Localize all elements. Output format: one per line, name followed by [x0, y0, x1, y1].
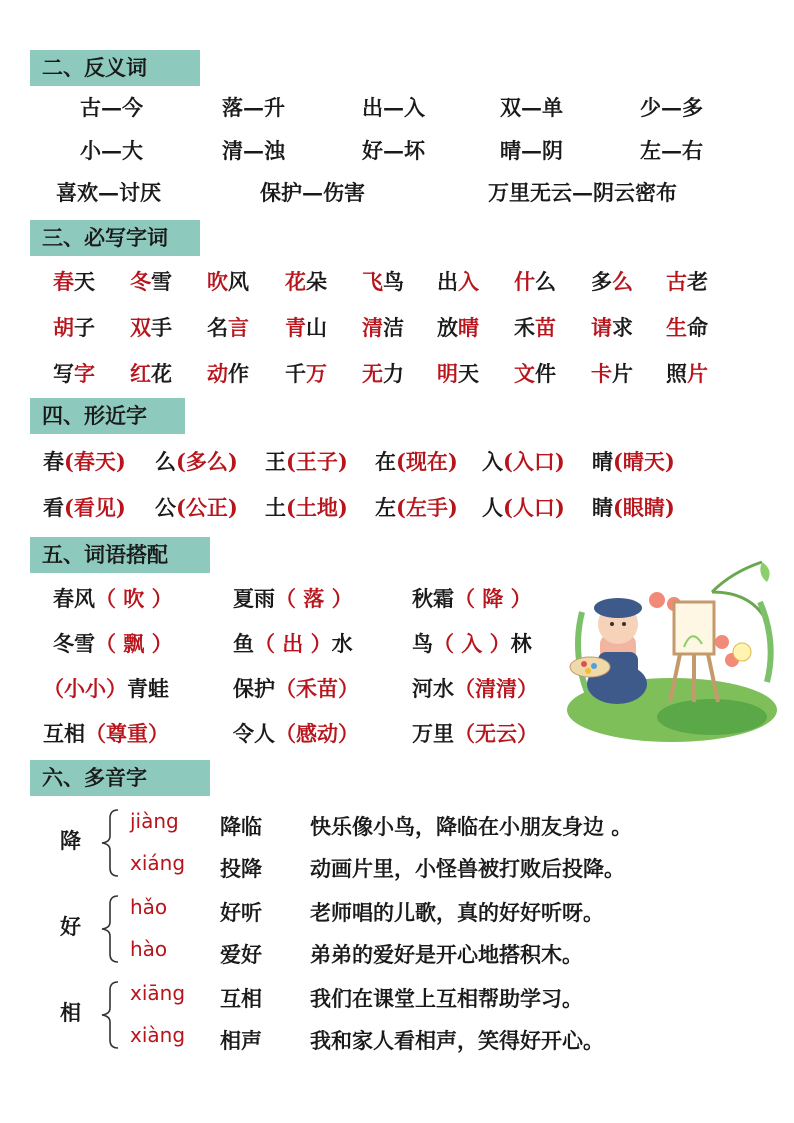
collocation-pre: 万里: [412, 721, 454, 746]
must-write-word: [130, 359, 172, 389]
similar-char: 人: [482, 495, 503, 520]
must-write-word: [285, 359, 327, 389]
highlight-char: 入: [458, 269, 479, 294]
similar-char: 入: [482, 449, 503, 474]
must-write-word: [437, 267, 479, 297]
example-sentence: 快乐像小鸟，降临在小朋友身边 。: [310, 814, 633, 839]
similar-word: (公正): [176, 495, 238, 520]
plain-char: 禾: [514, 315, 535, 340]
plain-char: 力: [383, 361, 404, 386]
highlight-char: 什: [514, 269, 535, 294]
antonym-pair: 万里无云—阴云密布: [488, 180, 677, 205]
must-write-word: [207, 359, 249, 389]
must-write-word: [514, 313, 556, 343]
collocation-item: [43, 674, 169, 704]
highlight-char: 文: [514, 361, 535, 386]
highlight-char: 飞: [362, 269, 383, 294]
antonym-pair: 喜欢—讨厌: [56, 180, 161, 205]
pinyin: xiāng: [130, 981, 186, 1005]
similar-char-item: [43, 493, 126, 523]
collocation-post: 青蛙: [127, 676, 169, 701]
similar-word: (左手): [396, 495, 458, 520]
must-write-word: [666, 267, 708, 297]
must-write-word: [285, 313, 327, 343]
similar-word: (多么): [176, 449, 238, 474]
collocation-ans: （清清）: [454, 676, 538, 701]
pinyin: jiàng: [130, 809, 179, 833]
similar-char-item: [375, 447, 458, 477]
similar-word: (眼睛): [613, 495, 675, 520]
collocation-item: [53, 629, 173, 659]
highlight-char: 古: [666, 269, 687, 294]
similar-char: 春: [43, 449, 64, 474]
plain-char: 求: [612, 315, 633, 340]
polyphone-word: 互相: [220, 986, 262, 1011]
collocation-ans: （ 出 ）: [254, 631, 332, 656]
similar-char-item: [265, 447, 348, 477]
must-write-word: [666, 313, 708, 343]
collocation-item: [412, 674, 538, 704]
similar-char-item: [155, 447, 238, 477]
collocation-pre: 令人: [233, 721, 275, 746]
must-write-word: [53, 313, 95, 343]
collocation-item: [412, 584, 532, 614]
highlight-char: 生: [666, 315, 687, 340]
polyphone-char: 好: [60, 914, 81, 939]
plain-char: 么: [535, 269, 556, 294]
collocation-pre: 保护: [233, 676, 275, 701]
antonym-pair: 好—坏: [362, 138, 425, 163]
collocation-ans: （禾苗）: [275, 676, 359, 701]
polyphone-word: 投降: [220, 856, 262, 881]
similar-char: 晴: [592, 449, 613, 474]
brace-icon: [98, 894, 122, 964]
must-write-word: [130, 267, 172, 297]
highlight-char: 片: [687, 361, 708, 386]
similar-char-item: [375, 493, 458, 523]
plain-char: 多: [591, 269, 612, 294]
must-write-word: [591, 359, 633, 389]
pinyin: xiàng: [130, 1023, 186, 1047]
antonym-pair: 落—升: [222, 95, 285, 120]
plain-char: 老: [687, 269, 708, 294]
similar-word: (王子): [286, 449, 348, 474]
must-write-word: [514, 267, 556, 297]
plain-char: 朵: [306, 269, 327, 294]
highlight-char: 动: [207, 361, 228, 386]
similar-char: 公: [155, 495, 176, 520]
highlight-char: 无: [362, 361, 383, 386]
must-write-word: [285, 267, 327, 297]
collocation-ans: （ 吹 ）: [95, 586, 173, 611]
similar-char: 左: [375, 495, 396, 520]
must-write-word: [207, 267, 249, 297]
plain-char: 手: [151, 315, 172, 340]
must-write-word: [362, 313, 404, 343]
collocation-item: [412, 719, 538, 749]
collocation-pre: 春风: [53, 586, 95, 611]
similar-word: (入口): [503, 449, 565, 474]
example-sentence: 弟弟的爱好是开心地搭积木。: [310, 942, 583, 967]
collocation-post: 林: [510, 631, 532, 656]
plain-char: 雪: [151, 269, 172, 294]
brace-icon: [98, 980, 122, 1050]
plain-char: 天: [74, 269, 95, 294]
collocation-item: [233, 629, 353, 659]
collocation-pre: 互相: [43, 721, 85, 746]
highlight-char: 花: [285, 269, 306, 294]
highlight-char: 红: [130, 361, 151, 386]
similar-word: (看见): [64, 495, 126, 520]
plain-char: 名: [207, 315, 228, 340]
polyphone-char: 相: [60, 1000, 81, 1025]
must-write-word: [591, 313, 633, 343]
antonym-pair: 少—多: [640, 95, 703, 120]
collocation-pre: 鱼: [233, 631, 254, 656]
plain-char: 放: [437, 315, 458, 340]
collocation-pre: 夏雨: [233, 586, 275, 611]
similar-char: 睛: [592, 495, 613, 520]
section-header-polyphone: 六、多音字: [30, 760, 210, 796]
must-write-word: [666, 359, 708, 389]
polyphone-word: 好听: [220, 900, 262, 925]
polyphone-word: 爱好: [220, 942, 262, 967]
collocation-ans: （小小）: [43, 676, 127, 701]
highlight-char: 么: [612, 269, 633, 294]
plain-char: 洁: [383, 315, 404, 340]
collocation-item: [233, 719, 359, 749]
plain-char: 照: [666, 361, 687, 386]
collocation-ans: （感动）: [275, 721, 359, 746]
similar-char-item: [482, 447, 565, 477]
similar-char-item: [482, 493, 565, 523]
highlight-char: 胡: [53, 315, 74, 340]
must-write-word: [362, 267, 404, 297]
highlight-char: 吹: [207, 269, 228, 294]
highlight-char: 苗: [535, 315, 556, 340]
antonym-pair: 清—浊: [222, 138, 285, 163]
pinyin: hǎo: [130, 895, 168, 919]
plain-char: 子: [74, 315, 95, 340]
plain-char: 花: [151, 361, 172, 386]
similar-char: 么: [155, 449, 176, 474]
child-painting-illustration: [562, 552, 784, 752]
antonym-pair: 左—右: [640, 138, 703, 163]
highlight-char: 卡: [591, 361, 612, 386]
plain-char: 山: [306, 315, 327, 340]
collocation-item: [53, 584, 173, 614]
plain-char: 鸟: [383, 269, 404, 294]
highlight-char: 言: [228, 315, 249, 340]
must-write-word: [53, 267, 95, 297]
example-sentence: 我和家人看相声，笑得好开心。: [310, 1028, 604, 1053]
highlight-char: 清: [362, 315, 383, 340]
similar-word: (春天): [64, 449, 126, 474]
similar-char-item: [265, 493, 348, 523]
plain-char: 风: [228, 269, 249, 294]
highlight-char: 请: [591, 315, 612, 340]
example-sentence: 动画片里，小怪兽被打败后投降。: [310, 856, 625, 881]
highlight-char: 万: [306, 361, 327, 386]
similar-char: 看: [43, 495, 64, 520]
collocation-pre: 鸟: [412, 631, 433, 656]
collocation-item: [412, 629, 532, 659]
similar-char-item: [592, 447, 675, 477]
similar-char-item: [43, 447, 126, 477]
section-header-similar: 四、形近字: [30, 398, 185, 434]
plain-char: 作: [228, 361, 249, 386]
plain-char: 片: [612, 361, 633, 386]
must-write-word: [437, 359, 479, 389]
must-write-word: [53, 359, 95, 389]
collocation-pre: 河水: [412, 676, 454, 701]
similar-word: (土地): [286, 495, 348, 520]
antonym-pair: 晴—阴: [500, 138, 563, 163]
collocation-item: [43, 719, 169, 749]
antonym-pair: 古—今: [80, 95, 143, 120]
plain-char: 命: [687, 315, 708, 340]
highlight-char: 双: [130, 315, 151, 340]
collocation-post: 水: [331, 631, 353, 656]
plain-char: 天: [458, 361, 479, 386]
highlight-char: 春: [53, 269, 74, 294]
collocation-pre: 冬雪: [53, 631, 95, 656]
collocation-ans: （无云）: [454, 721, 538, 746]
example-sentence: 老师唱的儿歌，真的好好听呀。: [310, 900, 604, 925]
plain-char: 千: [285, 361, 306, 386]
example-sentence: 我们在课堂上互相帮助学习。: [310, 986, 583, 1011]
collocation-pre: 秋霜: [412, 586, 454, 611]
collocation-item: [233, 584, 353, 614]
similar-word: (晴天): [613, 449, 675, 474]
polyphone-word: 降临: [220, 814, 262, 839]
brace-icon: [98, 808, 122, 878]
antonym-pair: 保护—伤害: [260, 180, 365, 205]
collocation-ans: （ 落 ）: [275, 586, 353, 611]
similar-char: 王: [265, 449, 286, 474]
similar-char-item: [592, 493, 675, 523]
must-write-word: [130, 313, 172, 343]
collocation-ans: （ 降 ）: [454, 586, 532, 611]
plain-char: 写: [53, 361, 74, 386]
highlight-char: 明: [437, 361, 458, 386]
antonym-pair: 双—单: [500, 95, 563, 120]
pinyin: xiáng: [130, 851, 186, 875]
highlight-char: 晴: [458, 315, 479, 340]
pinyin: hào: [130, 937, 168, 961]
plain-char: 出: [437, 269, 458, 294]
section-header-collocation: 五、词语搭配: [30, 537, 210, 573]
similar-char: 在: [375, 449, 396, 474]
must-write-word: [207, 313, 249, 343]
similar-word: (现在): [396, 449, 458, 474]
highlight-char: 字: [74, 361, 95, 386]
antonym-pair: 小—大: [80, 138, 143, 163]
polyphone-char: 降: [60, 828, 81, 853]
collocation-ans: （ 入 ）: [433, 631, 511, 656]
collocation-ans: （尊重）: [85, 721, 169, 746]
antonym-pair: 出—入: [362, 95, 425, 120]
collocation-item: [233, 674, 359, 704]
similar-char-item: [155, 493, 238, 523]
similar-char: 土: [265, 495, 286, 520]
highlight-char: 冬: [130, 269, 151, 294]
collocation-ans: （ 飘 ）: [95, 631, 173, 656]
similar-word: (人口): [503, 495, 565, 520]
must-write-word: [437, 313, 479, 343]
plain-char: 件: [535, 361, 556, 386]
section-header-antonyms: 二、反义词: [30, 50, 200, 86]
highlight-char: 青: [285, 315, 306, 340]
must-write-word: [362, 359, 404, 389]
must-write-word: [514, 359, 556, 389]
polyphone-word: 相声: [220, 1028, 262, 1053]
section-header-must-write: 三、必写字词: [30, 220, 200, 256]
must-write-word: [591, 267, 633, 297]
